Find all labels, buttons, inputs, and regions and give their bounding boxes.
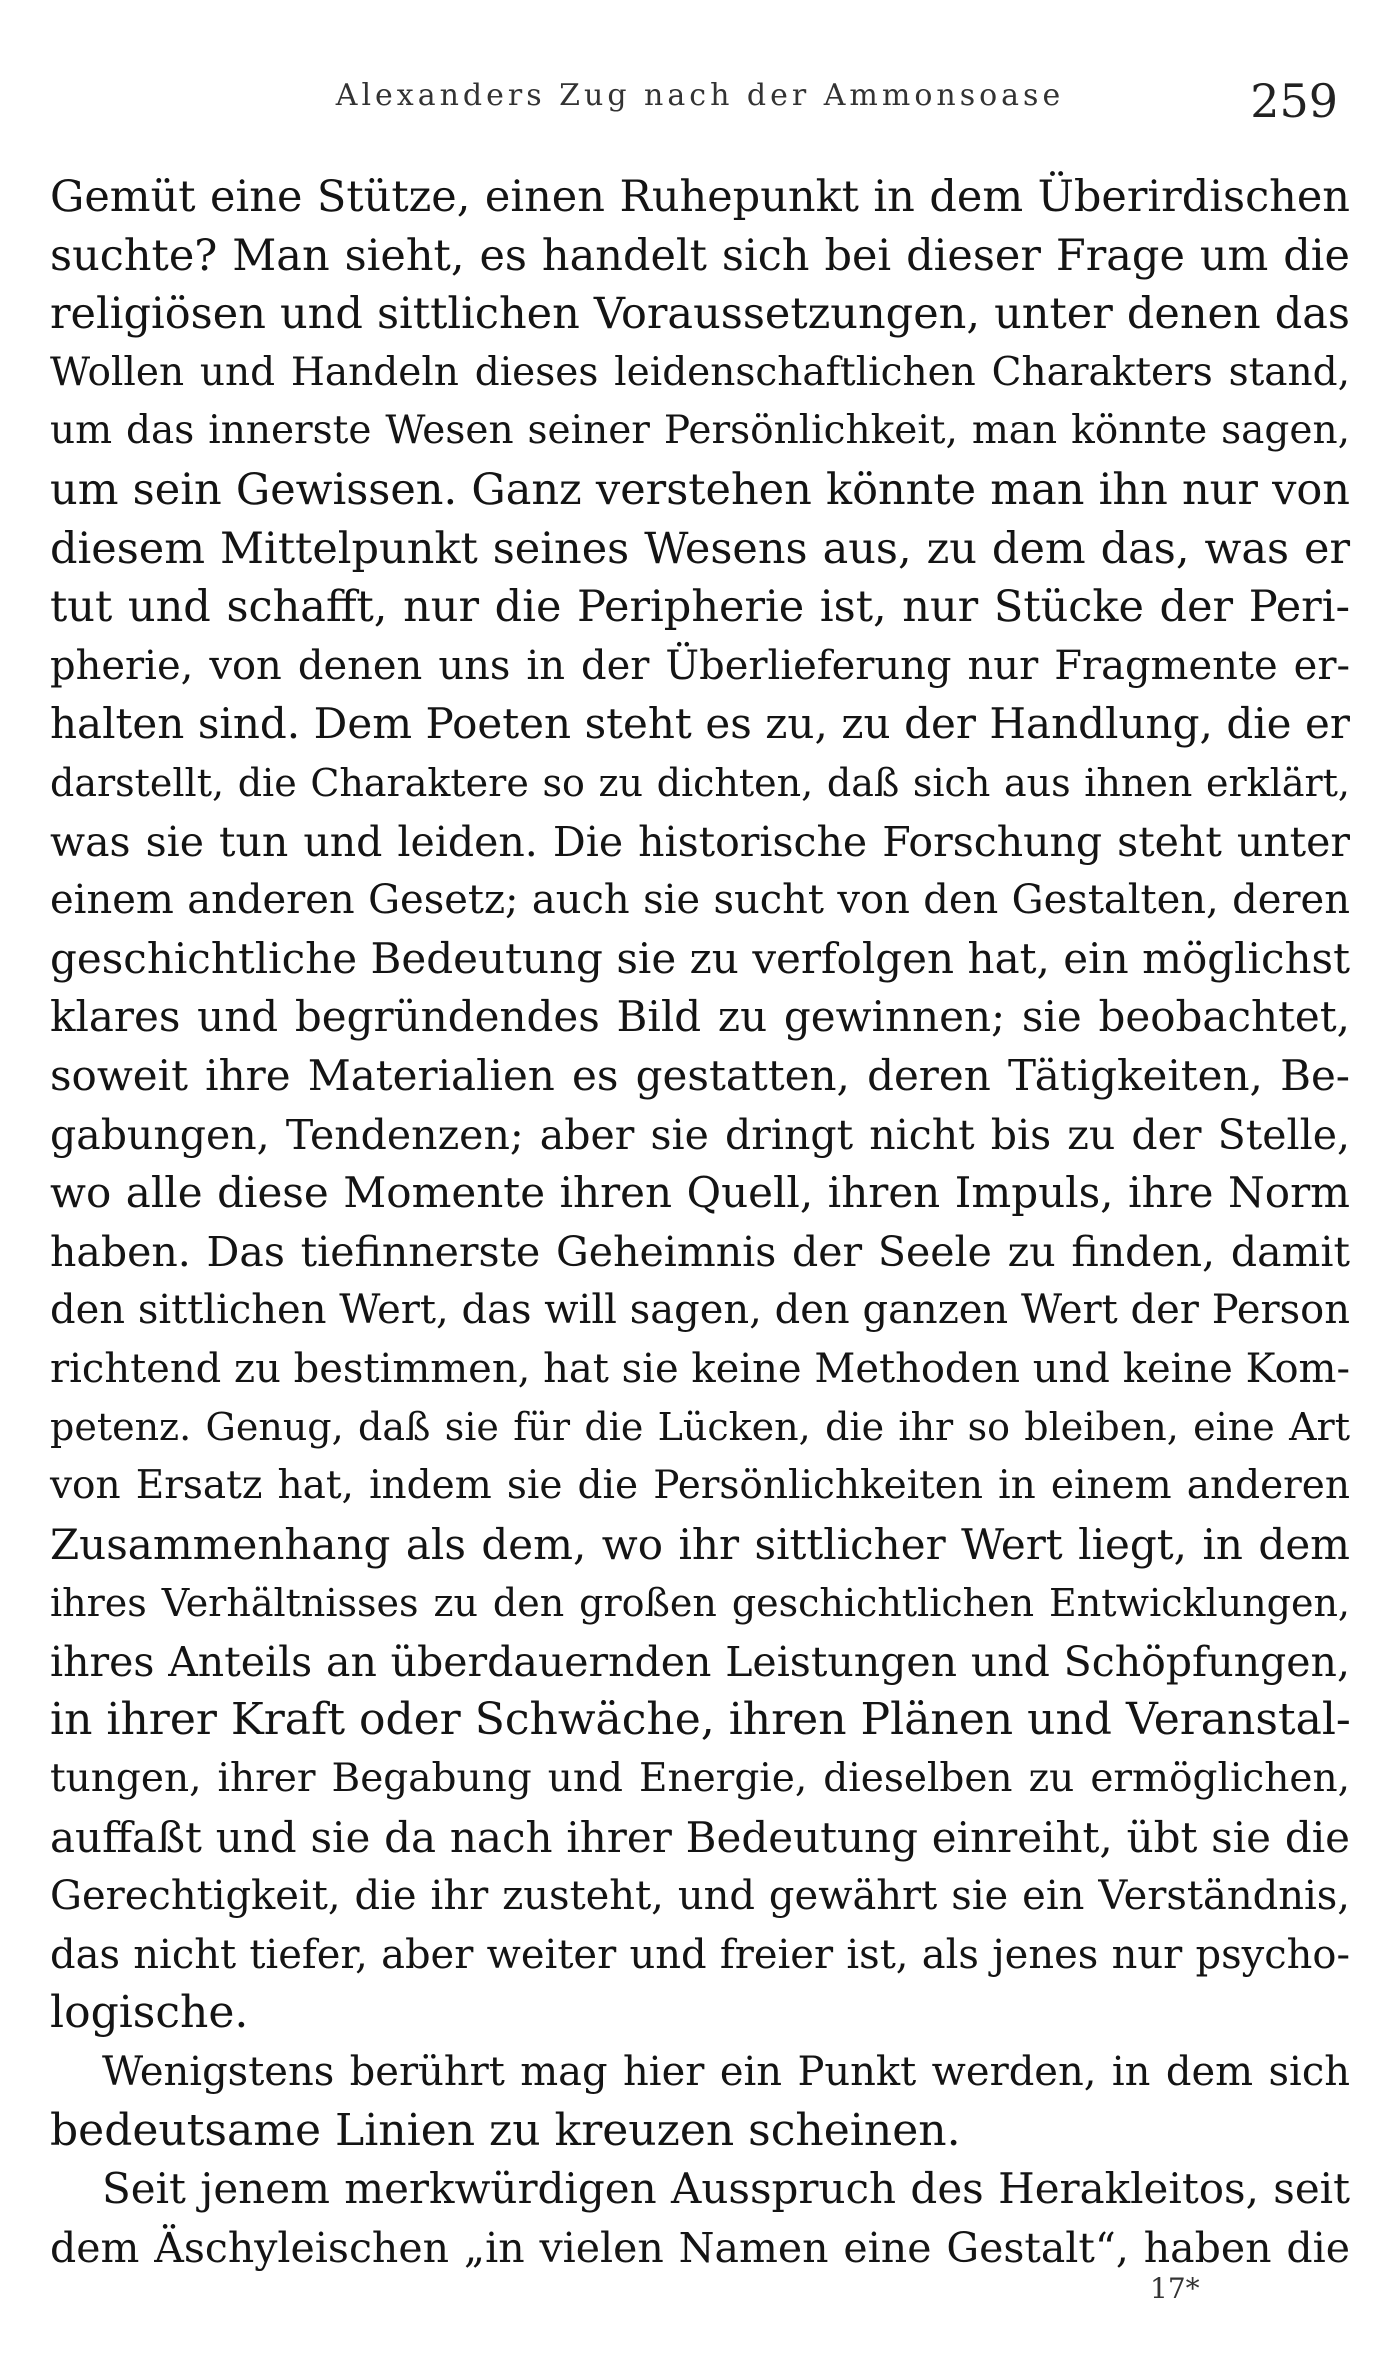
- text-line: auffaßt und sie da nach ihrer Bedeutung einreiht, übt sie die: [50, 1812, 1350, 1862]
- text-line: logische.: [50, 1987, 249, 2039]
- text-line: religiösen und sittlichen Voraussetzungen, unter denen das: [50, 289, 1350, 340]
- text-line: von Ersatz hat, indem sie die Persönlichkeiten in einem anderen: [50, 1463, 1350, 1509]
- text-line: soweit ihre Materialien es gestatten, deren Tätigkeiten, Be-: [50, 1050, 1350, 1100]
- text-line: das nicht tiefer, aber weiter und freier ist, als jenes nur psycho-: [50, 1931, 1350, 1978]
- running-title: Alexanders Zug nach der Ammonsoase: [335, 78, 1065, 113]
- text-line: geschichtliche Bedeutung sie zu verfolgen hat, ein möglichst: [50, 933, 1350, 983]
- text-line: pherie, von denen uns in der Überlieferung nur Fragmente er-: [50, 642, 1350, 689]
- text-line: gabungen, Tendenzen; aber sie dringt nicht bis zu der Stelle,: [50, 1110, 1350, 1159]
- text-line: Wenigstens berührt mag hier ein Punkt werden, in dem sich: [102, 2049, 1350, 2095]
- body-text: [50, 168, 1350, 2277]
- text-line: haben. Das tiefinnerste Geheimnis der Seele zu finden, damit: [50, 1227, 1350, 1276]
- text-line: Wollen und Handeln dieses leidenschaftlichen Charakters stand,: [50, 349, 1350, 395]
- text-line: den sittlichen Wert, das will sagen, den ganzen Wert der Person: [50, 1287, 1350, 1334]
- text-line: in ihrer Kraft oder Schwäche, ihren Plänen und Veranstal-: [50, 1694, 1351, 1746]
- text-line: Zusammenhang als dem, wo ihr sittlicher Wert liegt, in dem: [50, 1519, 1350, 1569]
- text-line: ihres Anteils an überdauernden Leistungen und Schöpfungen,: [50, 1637, 1350, 1686]
- text-line: suchte? Man sieht, es handelt sich bei dieser Frage um die: [50, 230, 1350, 281]
- text-line: um sein Gewissen. Ganz verstehen könnte man ihn nur von: [50, 464, 1350, 515]
- text-line: darstellt, die Charaktere so zu dichten, daß sich aus ihnen erklärt,: [50, 760, 1350, 805]
- text-line: tungen, ihrer Begabung und Energie, dieselben zu ermöglichen,: [50, 1756, 1350, 1802]
- text-line: bedeutsame Linien zu kreuzen scheinen.: [50, 2104, 961, 2156]
- text-line: halten sind. Dem Poeten steht es zu, zu der Handlung, die er: [50, 699, 1350, 749]
- text-line: um das innerste Wesen seiner Persönlichkeit, man könnte sagen,: [50, 408, 1350, 454]
- text-line: klares und begründendes Bild zu gewinnen; sie beobachtet,: [50, 992, 1350, 1042]
- text-line: wo alle diese Momente ihren Quell, ihren Impuls, ihre Norm: [50, 1168, 1350, 1218]
- page-number: 259: [1250, 74, 1338, 128]
- text-line: Seit jenem merkwürdigen Ausspruch des Herakleitos, seit: [102, 2164, 1350, 2214]
- text-line: richtend zu bestimmen, hat sie keine Methoden und keine Kom-: [50, 1345, 1350, 1392]
- text-line: dem Äschyleischen „in vielen Namen eine Gestalt“, haben die: [50, 2223, 1350, 2272]
- text-line: einem anderen Gesetz; auch sie sucht von den Gestalten, deren: [50, 877, 1350, 924]
- text-line: diesem Mittelpunkt seines Wesens aus, zu dem das, was er: [50, 523, 1350, 574]
- text-line: ihres Verhältnisses zu den großen geschichtlichen Entwicklungen,: [50, 1581, 1350, 1626]
- text-line: tut und schafft, nur die Peripherie ist, nur Stücke der Peri-: [50, 582, 1350, 633]
- text-line: was sie tun und leiden. Die historische Forschung steht unter: [50, 817, 1350, 866]
- signature-mark: 17*: [1150, 2272, 1200, 2305]
- text-line: Gemüt eine Stütze, einen Ruhepunkt in dem Überirdischen: [50, 172, 1350, 222]
- text-line: Gerechtigkeit, die ihr zusteht, und gewährt sie ein Verständnis,: [50, 1873, 1350, 1920]
- text-line: petenz. Genug, daß sie für die Lücken, die ihr so bleiben, eine Art: [50, 1405, 1350, 1450]
